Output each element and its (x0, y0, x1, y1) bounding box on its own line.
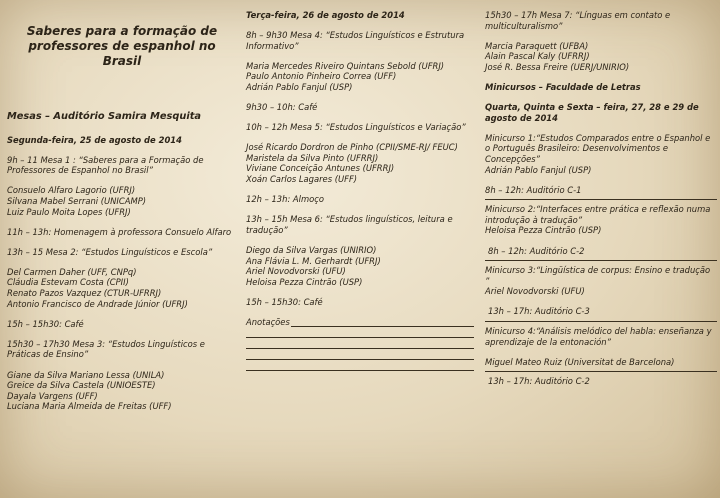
session-mesa3: 15h30 – 17h30 Mesa 3: “Estudos Linguísticos e Práticas de Ensino” (7, 338, 205, 360)
minicursos-dates: Quarta, Quinta e Sexta – feira, 27, 28 e 29 de agosto de 2014 (485, 102, 699, 123)
speaker: Alain Pascal Kaly (UFRRJ) (485, 51, 590, 62)
session-mesa2: 13h – 15 Mesa 2: “Estudos Linguísticos e Escola” (7, 246, 213, 257)
session-lunch: 12h – 13h: Almoço (246, 194, 324, 205)
minicurso-instructor: Miguel Mateo Ruiz (Universitat de Barcelona) (485, 356, 675, 367)
column-minicursos (485, 0, 717, 387)
speaker: Maristela da Silva Pinto (UFRRJ) (246, 152, 379, 163)
minicurso-title: Minicurso 2:“Interfaces entre prática e reflexão numa introdução à tradução” (485, 204, 711, 225)
notes-line (246, 338, 474, 349)
session-coffee: 9h30 – 10h: Café (246, 102, 318, 113)
session-mesa6: 13h – 15h Mesa 6: “Estudos linguísticos, leitura e tradução” (246, 214, 453, 235)
minicurso-title: Minicurso 1:“Estudos Comparados entre o Espanhol e o Português Brasileiro: Desenvolvimentos e Concepções” (485, 132, 711, 164)
speaker: Consuelo Alfaro Lagorio (UFRJ) (7, 185, 136, 196)
speaker: José Ricardo Dordron de Pinho (CPII/SME-RJ/ FEUC) (246, 142, 458, 153)
section-heading-minicursos: Minicursos – Faculdade de Letras (485, 81, 641, 92)
day-heading: Terça-feira, 26 de agosto de 2014 (246, 10, 405, 20)
minicurso-place: 8h – 12h: Auditório C-1 (485, 184, 582, 195)
minicurso-instructor: Ariel Novodvorski (UFU) (485, 286, 585, 297)
minicurso-title: Minicurso 4:“Análisis melódico del habla: enseñanza y aprendizaje de la entonación” (485, 325, 712, 347)
speaker: Antonio Francisco de Andrade Júnior (UFRJ) (7, 298, 188, 309)
column-monday (7, 0, 233, 412)
minicurso-instructor: Adrián Pablo Fanjul (USP) (485, 164, 592, 175)
notes-line (291, 317, 474, 327)
speaker: Ana Flávia L. M. Gerhardt (UFRJ) (246, 255, 381, 266)
speaker: Ariel Novodvorski (UFU) (246, 266, 346, 277)
section-heading-mesas: Mesas – Auditório Samira Mesquita (7, 111, 202, 122)
divider (485, 317, 717, 322)
speaker: Viviane Conceição Antunes (UFRRJ) (246, 163, 395, 174)
divider (485, 367, 717, 372)
page-title: Saberes para a formação de professores de espanhol no Brasil (26, 24, 218, 68)
speaker: Luiz Paulo Moita Lopes (UFRJ) (7, 206, 131, 217)
speaker: Greice da Silva Castela (UNIOESTE) (7, 380, 156, 391)
notes-line (246, 327, 474, 338)
column-tuesday (246, 0, 474, 371)
minicurso-instructor: Heloisa Pezza Cintrão (USP) (485, 225, 602, 236)
speaker: Dayala Vargens (UFF) (7, 390, 98, 401)
session-mesa4: 8h – 9h30 Mesa 4: “Estudos Linguísticos e Estrutura Informativo” (246, 30, 465, 51)
speaker: José R. Bessa Freire (UERJ/UNIRIO) (485, 61, 630, 72)
speaker: Xoán Carlos Lagares (UFF) (246, 174, 358, 185)
minicurso-place: 13h – 17h: Auditório C-2 (488, 376, 590, 387)
speaker: Paulo Antonio Pinheiro Correa (UFF) (246, 71, 397, 82)
day-heading: Segunda-feira, 25 de agosto de 2014 (7, 134, 182, 145)
session-mesa7: 15h30 – 17h Mesa 7: “Línguas em contato e multiculturalismo” (485, 10, 671, 31)
minicurso-place: 8h – 12h: Auditório C-2 (488, 245, 585, 256)
divider (485, 256, 717, 261)
notes-label: Anotações (246, 316, 290, 327)
session-homage: 11h – 13h: Homenagem à professora Consuelo Alfaro (7, 226, 232, 237)
session-mesa5: 10h – 12h Mesa 5: “Estudos Linguísticos e Variação” (246, 122, 466, 133)
speaker: Diego da Silva Vargas (UNIRIO) (246, 244, 377, 255)
speaker: Maria Mercedes Riveiro Quintans Sebold (UFRJ) (246, 60, 445, 71)
speaker: Heloisa Pezza Cintrão (USP) (246, 276, 363, 287)
session-coffee: 15h – 15h30: Café (246, 296, 323, 307)
minicurso-title: Minicurso 3:“Lingüística de corpus: Ensino e tradução ” (485, 265, 711, 286)
minicurso-place: 13h – 17h: Auditório C-3 (488, 306, 590, 317)
speaker: Giane da Silva Mariano Lessa (UNILA) (7, 369, 165, 380)
speaker: Luciana Maria Almeida de Freitas (UFF) (7, 401, 172, 412)
speaker: Cláudia Estevam Costa (CPII) (7, 277, 129, 288)
notes-area (246, 317, 474, 328)
session-coffee: 15h – 15h30: Café (7, 318, 84, 329)
speaker: Renato Pazos Vazquez (CTUR-UFRRJ) (7, 288, 162, 299)
session-mesa1: 9h – 11 Mesa 1 : “Saberes para a Formação de Professores de Espanhol no Brasil” (7, 154, 204, 176)
notes-line (246, 349, 474, 360)
notes-line (246, 360, 474, 371)
speaker: Del Carmen Daher (UFF, CNPq) (7, 266, 137, 277)
divider (485, 195, 717, 200)
speaker: Marcia Paraquett (UFBA) (485, 40, 589, 51)
speaker: Silvana Mabel Serrani (UNICAMP) (7, 195, 147, 206)
speaker: Adrián Pablo Fanjul (USP) (246, 81, 353, 92)
